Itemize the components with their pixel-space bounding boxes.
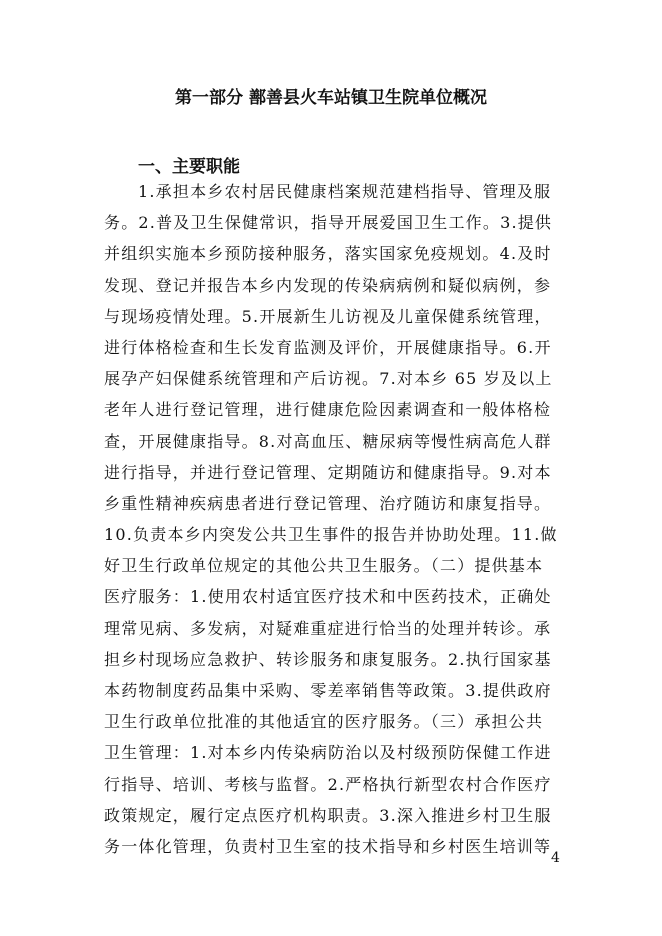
paragraph-line: 发现、登记并报告本乡内发现的传染病病例和疑似病例，参 [104, 275, 552, 295]
paragraph-line: 政策规定，履行定点医疗机构职责。3.深入推进乡村卫生服 [104, 805, 552, 825]
paragraph-line: 行指导、培训、考核与监督。2.严格执行新型农村合作医疗 [104, 774, 552, 794]
paragraph-line: 进行指导，并进行登记管理、定期随访和健康指导。9.对本 [104, 462, 552, 482]
paragraph-line: 务一体化管理，负责村卫生室的技术指导和乡村医生培训等 [104, 836, 552, 856]
paragraph-line: 本药物制度药品集中采购、零差率销售等政策。3.提供政府 [104, 681, 552, 700]
body-paragraph [104, 176, 564, 862]
paragraph-line: 担乡村现场应急救护、转诊服务和康复服务。2.执行国家基 [104, 649, 552, 669]
paragraph-line: 进行体格检查和生长发育监测及评价，开展健康指导。6.开 [104, 337, 552, 357]
page-title: 第一部分 鄯善县火车站镇卫生院单位概况 [175, 88, 487, 108]
paragraph-line: 查，开展健康指导。8.对高血压、糖尿病等慢性病高危人群 [104, 431, 552, 451]
paragraph-line: 10.负责本乡内突发公共卫生事件的报告并协助处理。11.做 [104, 525, 558, 545]
paragraph-line: 与现场疫情处理。5.开展新生儿访视及儿童保健系统管理， [104, 306, 552, 326]
paragraph-line: 1.承担本乡农村居民健康档案规范建档指导、管理及服 [138, 182, 552, 201]
paragraph-line: 理常见病、多发病，对疑难重症进行恰当的处理并转诊。承 [104, 618, 552, 638]
paragraph-line: 老年人进行登记管理，进行健康危险因素调查和一般体格检 [104, 400, 552, 420]
paragraph-line: 并组织实施本乡预防接种服务，落实国家免疫规划。4.及时 [104, 244, 552, 264]
paragraph-line: 展孕产妇保健系统管理和产后访视。7.对本乡 65 岁及以上 [104, 369, 553, 389]
paragraph-line: 务。2.普及卫生保健常识，指导开展爱国卫生工作。3.提供 [104, 213, 553, 233]
paragraph-line: 乡重性精神疾病患者进行登记管理、治疗随访和康复指导。 [104, 493, 552, 513]
paragraph-line: 卫生管理：1.对本乡内传染病防治以及村级预防保健工作进 [104, 743, 552, 763]
section-heading: 一、主要职能 [138, 157, 240, 177]
page-number: 4 [551, 850, 560, 866]
paragraph-line: 医疗服务：1.使用农村适宜医疗技术和中医药技术，正确处 [104, 587, 552, 607]
paragraph-line: 卫生行政单位批准的其他适宜的医疗服务。（三）承担公共 [104, 712, 544, 732]
paragraph-line: 好卫生行政单位规定的其他公共卫生服务。（二）提供基本 [104, 556, 544, 576]
